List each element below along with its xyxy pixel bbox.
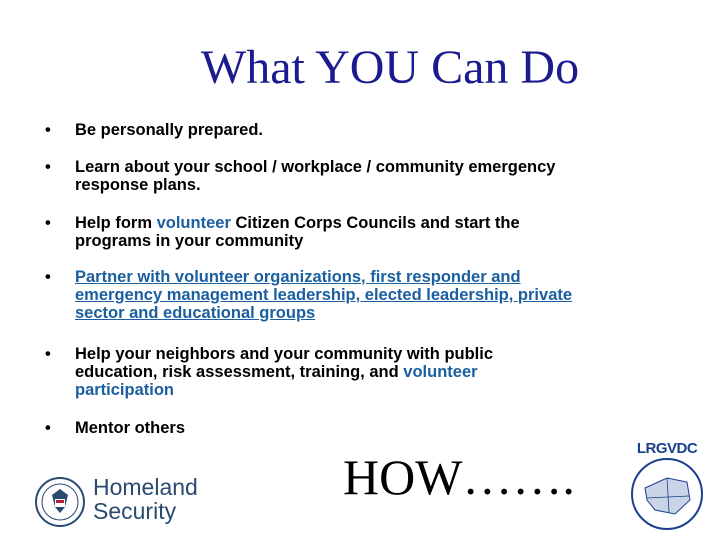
bullet-text: Help form volunteer Citizen Corps Councils and start the programs in your community — [75, 214, 520, 250]
bullet-glyph: • — [45, 121, 51, 139]
bullet-glyph: • — [45, 158, 51, 176]
bullet-text: Learn about your school / workplace / community emergency response plans. — [75, 158, 556, 194]
lrgvdc-wordmark: LRGVDC — [636, 440, 698, 457]
partner-link[interactable]: Partner with volunteer organizations, first responder and emergency management leadership, elected leadership, private sector and educational groups — [75, 268, 573, 322]
volunteer-highlight: volunteer — [403, 363, 478, 381]
region-map-icon — [627, 456, 707, 534]
bullet-glyph: • — [45, 214, 51, 232]
bullet-text: Help your neighbors and your community with public education, risk assessment, training, and volunteer participation — [75, 345, 494, 399]
bullet-glyph: • — [45, 345, 51, 363]
bullet-glyph: • — [45, 419, 51, 437]
volunteer-highlight: volunteer — [156, 214, 231, 232]
how-heading: HOW……. — [343, 449, 575, 505]
bullet-text: Mentor others — [75, 419, 186, 437]
bullet-text: Be personally prepared. — [75, 121, 263, 139]
bullet-glyph: • — [45, 268, 51, 286]
slide-title: What YOU Can Do — [200, 41, 580, 94]
dhs-seal-icon — [35, 477, 85, 527]
lrgvdc-logo — [627, 438, 707, 534]
dhs-wordmark: Homeland Security — [93, 474, 198, 524]
dhs-logo — [35, 473, 225, 531]
